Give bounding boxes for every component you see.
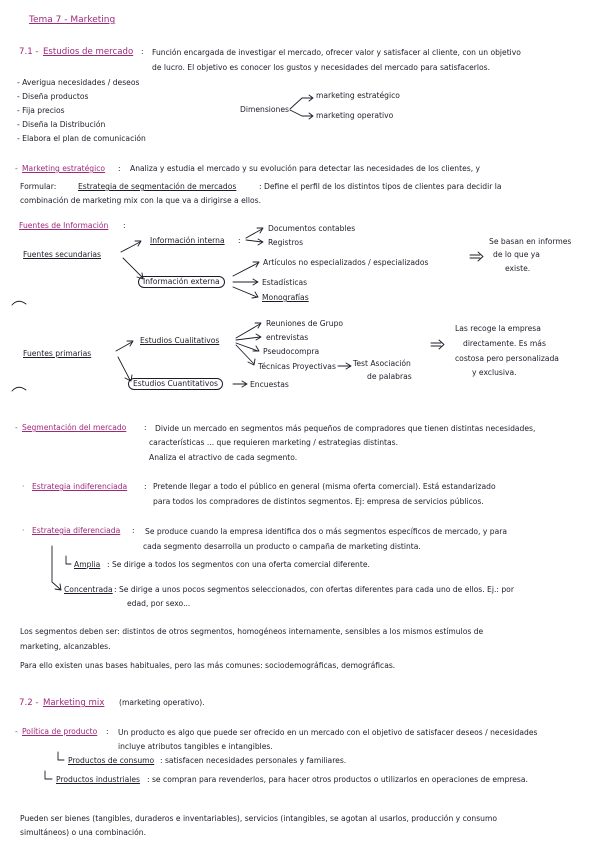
text-line: : se compran para revenderlos, para hacer otros productos o utilizarlos en operaciones de empresa. (147, 775, 528, 784)
arrow-line (116, 342, 132, 351)
note-line: directamente. Es más (463, 339, 546, 348)
text-line: Un producto es algo que puede ser ofrecido en un mercado con el objetivo de satisfacer deseos / necesidades (118, 728, 538, 737)
text-line: : Define el perfil de los distintos tipos de clientes para decidir la (259, 182, 502, 191)
dash: - (15, 164, 18, 173)
arrow-line (123, 258, 143, 278)
concentrada-label: Concentrada (64, 585, 113, 594)
segmentacion-label: Segmentación del mercado (22, 423, 127, 432)
text-line: para todos los compradores de distintos segmentos. Ej: empresa de servicios públicos. (153, 497, 484, 506)
item-tecnicas-proyectivas: Técnicas Proyectivas (258, 362, 336, 371)
list-item: - Fija precios (17, 106, 65, 115)
text-line: Divide un mercado en segmentos más pequeños de compradores que tienen distintas necesidades, (155, 424, 536, 433)
arrow-line (58, 752, 64, 760)
text-line: incluye atributos tangibles e intangibles. (118, 742, 273, 751)
item-articulos: Artículos no especializados / especializados (263, 258, 429, 267)
section-number: 7.2 - (19, 698, 39, 708)
arrow-line (118, 357, 130, 380)
label-colon: : (144, 423, 147, 432)
text-line: marketing, alcanzables. (20, 642, 111, 651)
item-entrevistas: entrevistas (266, 333, 309, 342)
section-number: 7.1 - (19, 47, 39, 57)
list-item: - Elabora el plan de comunicación (17, 134, 146, 143)
arrow-line (236, 343, 258, 351)
list-item: - Diseña la Distribución (17, 120, 106, 129)
estrategia-diferenciada-label: Estrategia diferenciada (32, 526, 121, 535)
section-heading: Estudios de mercado (43, 47, 134, 57)
dimension-estrategico: marketing estratégico (316, 91, 400, 100)
label-colon: : (144, 482, 147, 491)
formular-strategy: Estrategia de segmentación de mercados (78, 182, 237, 191)
list-item: - Averigua necesidades / deseos (17, 78, 140, 87)
text-line: Para ello existen unas bases habituales, pero las más comunes: sociodemográficas, demográficas. (20, 661, 396, 670)
text-line: cada segmento desarrolla un producto o campaña de marketing distinta. (143, 542, 421, 551)
list-item: - Diseña productos (17, 92, 89, 101)
note-line: Las recoge la empresa (455, 324, 541, 333)
arrow-line (121, 242, 140, 252)
item-reuniones: Reuniones de Grupo (266, 319, 344, 328)
bullet: · (22, 526, 25, 535)
item-encuestas: Encuestas (250, 380, 289, 389)
dimensiones-label: Dimensiones (240, 105, 289, 114)
heading-colon: : (141, 47, 144, 56)
arrow-head (137, 273, 143, 279)
dash: - (15, 727, 18, 736)
arrow-line (66, 556, 71, 564)
note-line: de lo que ya (493, 250, 540, 259)
note-line: costosa pero personalizada (455, 354, 559, 363)
fuentes-secundarias-label: Fuentes secundarias (23, 250, 102, 259)
section-subtitle: (marketing operativo). (119, 698, 205, 707)
label-colon: : (132, 526, 135, 535)
productos-industriales-label: Productos industriales (56, 775, 140, 784)
text-line: Los segmentos deben ser: distintos de otros segmentos, homogéneos internamente, sensibles a los mismos estímulos de (20, 627, 484, 636)
text-line: Analiza el atractivo de cada segmento. (149, 453, 298, 462)
item-test-asociacion-2: de palabras (367, 372, 412, 381)
arrow-line (45, 771, 52, 779)
definition-line: Función encargada de investigar el mercado, ofrecer valor y satisfacer al cliente, con un objetivo (152, 48, 521, 57)
estudios-cualitativos-label: Estudios Cualitativos (140, 336, 220, 345)
arrow-line (52, 546, 60, 589)
ring-mark (12, 301, 26, 305)
item-pseudocompra: Pseudocompra (263, 347, 320, 356)
text-line: características ... que requieren marketing / estrategias distintas. (149, 438, 399, 447)
arrow-line (470, 255, 480, 258)
politica-producto-label: Política de producto (22, 727, 98, 736)
dimension-operativo: marketing operativo (316, 111, 394, 120)
section-heading: Marketing mix (43, 698, 105, 708)
item-documentos-contables: Documentos contables (268, 224, 356, 233)
item-estadisticas: Estadísticas (262, 278, 308, 287)
definition-line: de lucro. El objetivo es conocer los gustos y necesidades del mercado para satisfacerlos. (152, 63, 491, 72)
text-line: Pueden ser bienes (tangibles, duraderos e inventariables), servicios (intangibles, se agotan al usarlos, producción y consumo (20, 814, 498, 823)
arrow-line (290, 98, 312, 109)
text-line: : Se dirige a todos los segmentos con una oferta comercial diferente. (107, 560, 370, 569)
heading-colon: : (123, 221, 126, 230)
text-line: Se produce cuando la empresa identifica dos o más segmentos específicos de mercado, y para (145, 527, 508, 536)
text-line: simultáneos) o una combinación. (20, 828, 147, 837)
label-colon: : (238, 236, 241, 245)
fuentes-primarias-label: Fuentes primarias (23, 349, 92, 358)
label-colon: : (106, 727, 109, 736)
item-monografias: Monografías (262, 293, 309, 302)
informacion-interna-label: Información interna (150, 236, 225, 245)
arrow-line (233, 263, 258, 276)
arrow-line (246, 229, 262, 238)
text-line: combinación de marketing mix con la que va a dirigirse a ellos. (20, 196, 262, 205)
text-line: : satisfacen necesidades personales y familiares. (160, 756, 347, 765)
item-registros: Registros (268, 238, 304, 247)
amplia-label: Amplia (74, 560, 101, 569)
arrow-line (431, 343, 441, 346)
arrow-line (233, 287, 257, 297)
note-line: Se basan en informes (489, 237, 572, 246)
formular-label: Formular: (20, 182, 57, 191)
text-line: Analiza y estudia el mercado y su evolución para detectar las necesidades de los clientes, y (130, 164, 481, 173)
arrow-line (236, 345, 254, 364)
dash: - (15, 423, 18, 432)
text-line: : Se dirige a unos pocos segmentos seleccionados, con ofertas diferentes para cada uno de ellos. Ej.: por (114, 585, 514, 594)
estrategia-indiferenciada-label: Estrategia indiferenciada (32, 482, 128, 491)
page-title: Tema 7 - Marketing (29, 15, 116, 25)
arrow-head (478, 252, 483, 261)
item-test-asociacion: Test Asociación (353, 359, 411, 368)
ring-mark (12, 387, 26, 391)
productos-consumo-label: Productos de consumo (68, 756, 155, 765)
fuentes-heading: Fuentes de Información (19, 221, 109, 230)
label-colon: : (118, 164, 121, 173)
text-line: Pretende llegar a todo el público en general (misma oferta comercial). Está estandarizado (153, 482, 496, 491)
text-line: edad, por sexo... (127, 599, 191, 608)
bullet: · (22, 482, 25, 491)
estudios-cuantitativos-label: Estudios Cuantitativos (128, 378, 223, 390)
note-line: y exclusiva. (472, 368, 517, 377)
note-line: existe. (505, 264, 531, 273)
arrow-line (236, 324, 260, 338)
informacion-externa-label: Información externa (138, 276, 225, 288)
arrow-head (439, 340, 444, 349)
marketing-estrategico-label: Marketing estratégico (22, 164, 106, 173)
